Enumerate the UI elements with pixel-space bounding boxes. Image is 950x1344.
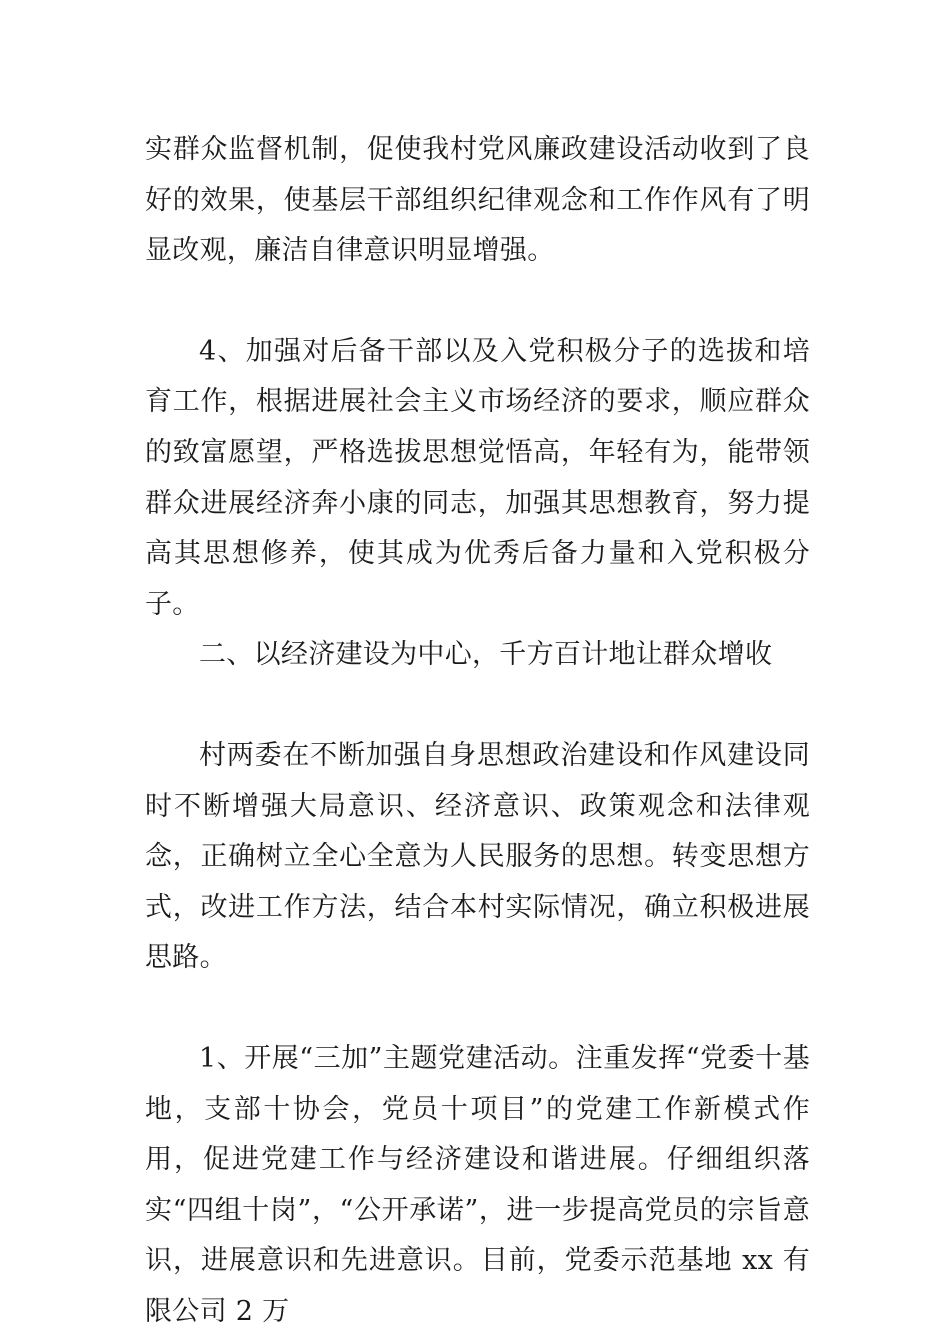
paragraph-item-1: 1、开展“三加”主题党建活动。注重发挥“党委十基地，支部十协会，党员十项目”的党建工作新模式作用，促进党建工作与经济建设和谐进展。仔细组织落实“四组十岗”，“公开承诺”，进一步提高党员的宗旨意识，进展意识和先进意识。目前，党委示范基地 xx 有限公司 2 万	[145, 1042, 810, 1327]
section-heading-2: 二、以经济建设为中心，千方百计地让群众增收	[199, 639, 773, 671]
paragraph-section-intro: 村两委在不断加强自身思想政治建设和作风建设同时不断增强大局意识、经济意识、政策观念和法律观念，正确树立全心全意为人民服务的思想。转变思想方式，改进工作方法，结合本村实际情况，确立积极进展思路。	[145, 739, 810, 974]
paragraph-continuation: 实群众监督机制，促使我村党风廉政建设活动收到了良好的效果，使基层干部组织纪律观念和工作作风有了明显改观，廉洁自律意识明显增强。	[145, 134, 810, 267]
paragraph-item-4: 4、加强对后备干部以及入党积极分子的选拔和培育工作，根据进展社会主义市场经济的要求，顺应群众的致富愿望，严格选拔思想觉悟高，年轻有为，能带领群众进展经济奔小康的同志，加强其思想教育，努力提高其思想修养，使其成为优秀后备力量和入党积极分子。	[145, 335, 810, 620]
document-body	[145, 125, 810, 1337]
